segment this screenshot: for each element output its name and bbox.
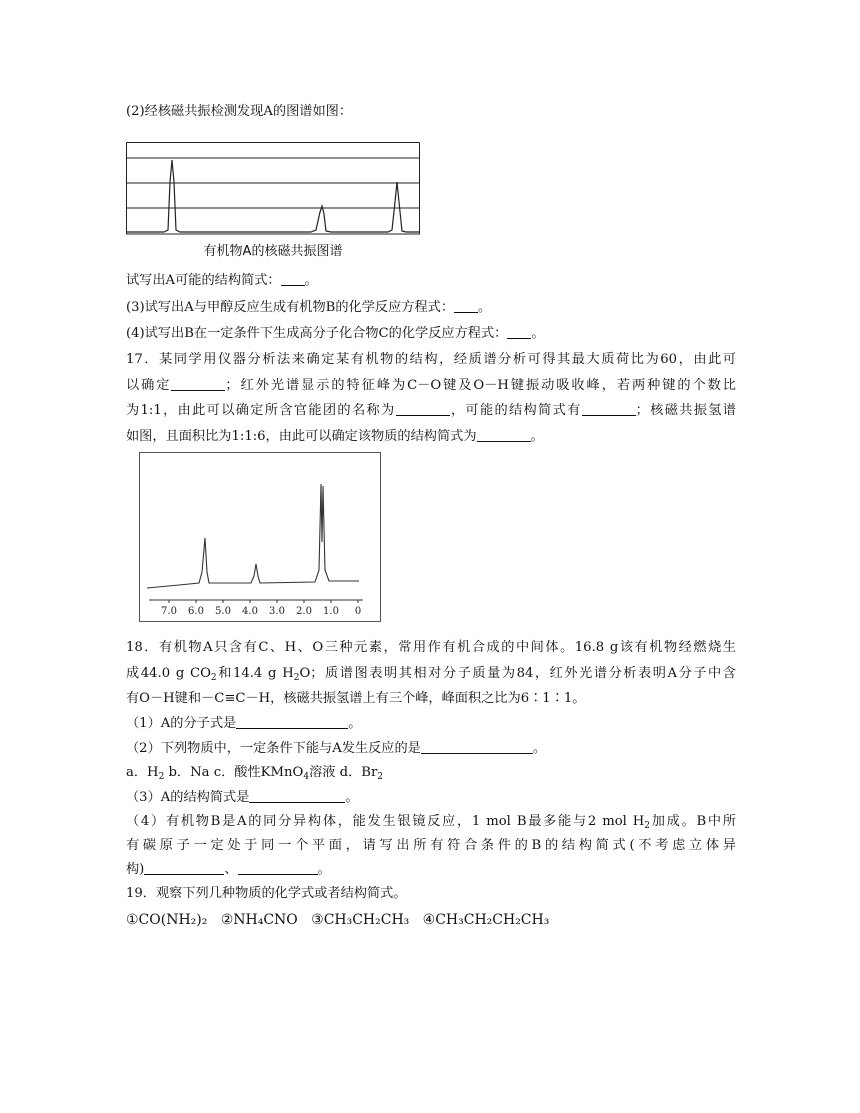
q17-line3: 为1:1，由此可以确定所含官能团的名称为 ，可能的结构简式有 ；核磁共振氢谱 (126, 403, 736, 418)
q17-line4: 如图，且面积比为1:1:6，由此可以确定该物质的结构简式为 。 (126, 429, 544, 444)
formula-4: ④CH₃CH₂CH₂CH₃ (422, 912, 550, 928)
q18-line3: 有O－H键和－C≡C－H，核磁共振氢谱上有三个峰，峰面积之比为6∶1∶1。 (126, 691, 586, 706)
q18-line2: 成44.0 g $CO_2$和14.4 g $H_2O$；质谱图表明其相对分子质量为84，红外光谱分析表明A分子中含 (126, 666, 736, 683)
formula-3: ③CH₃CH₂CH₃ (311, 912, 410, 928)
axis-tick-label: 0 (354, 606, 362, 617)
q19-title: 19．观察下列几种物质的化学式或者结构简式。 (126, 886, 407, 901)
formula-1: ①CO(NH₂)₂ (126, 912, 208, 928)
q16-part2-ask: 试写出A可能的结构简式： 。 (126, 273, 318, 288)
q18-sub1: （1）A的分子式是 。 (126, 716, 362, 731)
axis-tick-label: 2.0 (296, 606, 312, 617)
q18-sub4-line2: 有碳原子一定处于同一个平面，请写出所有符合条件的B的结构简式(不考虑立体异 (126, 838, 736, 853)
nmr-spectrum-a (126, 142, 420, 236)
nmr-figure-caption: 有机物A的核磁共振图谱 (203, 244, 343, 259)
q16-part2-text: (2)经核磁共振检测发现A的图谱如图： (126, 104, 353, 119)
q18-sub2: （2）下列物质中，一定条件下能与A发生反应的是 。 (126, 741, 547, 756)
q18-sub4-line1: （4）有机物B是A的同分异构体，能发生银镜反应，1 mol B最多能与2 mol $H_2$加成。B中所 (126, 814, 736, 831)
q18-sub4-line3: 构) 、 。 (126, 862, 331, 877)
nmr-spectrum-q17 (139, 452, 381, 622)
axis-tick-label: 4.0 (242, 606, 258, 617)
q18-options: a．$H_2$ b．Na c．酸性KMnO$_4$溶液 d．$Br_2$ (126, 765, 383, 782)
q18-line1: 18．有机物A只含有C、H、O三种元素，常用作有机合成的中间体。16.8 g该有机物经燃烧生 (126, 640, 736, 655)
q16-part3: (3)试写出A与甲醇反应生成有机物B的化学反应方程式： 。 (126, 300, 492, 315)
axis-tick-label: 7.0 (161, 606, 177, 617)
q17-line2: 以确定 ；红外光谱显示的特征峰为C－O键及O－H键振动吸收峰，若两种键的个数比 (126, 378, 736, 393)
axis-tick-label: 3.0 (269, 606, 285, 617)
spectrum-trace (147, 484, 359, 588)
q17-line1: 17．某同学用仪器分析法来确定某有机物的结构，经质谱分析可得其最大质荷比为60，由此可 (126, 352, 736, 367)
spectrum-trace (126, 160, 420, 232)
axis-tick-label: 1.0 (323, 606, 339, 617)
axis-tick-label: 5.0 (215, 606, 231, 617)
q18-sub3: （3）A的结构简式是 。 (126, 790, 359, 805)
axis-tick-label: 6.0 (188, 606, 204, 617)
q19-formulas (126, 910, 549, 930)
formula-2: ②NH₄CNO (220, 912, 298, 928)
q16-part4: (4)试写出B在一定条件下生成高分子化合物C的化学反应方程式： 。 (126, 326, 545, 341)
